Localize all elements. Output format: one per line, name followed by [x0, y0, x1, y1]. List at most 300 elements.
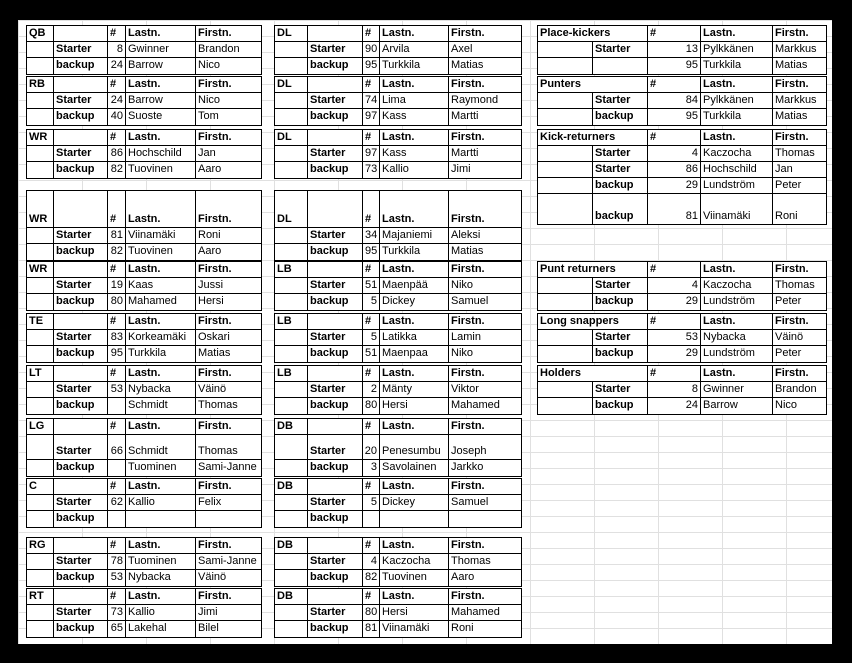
header-lastname: Lastn. [379, 262, 448, 277]
position-header-row [275, 26, 521, 42]
player-row [27, 511, 261, 527]
role-label: backup [592, 194, 647, 224]
header-firstname: Firstn. [195, 262, 263, 277]
header-firstname: Firstn. [195, 479, 263, 494]
player-firstname: Nico [195, 93, 263, 108]
player-lastname: Majaniemi [379, 228, 448, 243]
position-label: LG [29, 420, 45, 432]
player-firstname: Martti [448, 109, 523, 125]
player-number: 29 [647, 346, 700, 362]
player-firstname: Samuel [448, 495, 523, 510]
header-number: # [362, 77, 379, 92]
player-lastname: Turkkila [379, 244, 448, 260]
player-number [107, 460, 125, 476]
player-firstname: Jarkko [448, 460, 523, 476]
header-number: # [107, 77, 125, 92]
player-row [27, 554, 261, 570]
position-label: DB [277, 480, 293, 492]
player-row [27, 278, 261, 294]
row-spacer [27, 162, 53, 178]
row-spacer [538, 162, 592, 177]
row-spacer [275, 382, 307, 397]
role-label: Starter [53, 554, 107, 569]
role-label: Starter [53, 278, 107, 293]
position-label: DB [277, 420, 293, 432]
header-firstname: Firstn. [772, 130, 828, 145]
position-header-row [275, 130, 521, 146]
role-label: Starter [307, 382, 362, 397]
player-firstname: Nico [772, 398, 828, 414]
player-number: 4 [647, 278, 700, 293]
header-spacer [307, 191, 362, 227]
player-lastname: Turkkila [379, 58, 448, 74]
position-block [26, 418, 262, 477]
role-label: Starter [53, 93, 107, 108]
player-number: 24 [647, 398, 700, 414]
header-lastname: Lastn. [700, 26, 772, 41]
row-spacer [538, 346, 592, 362]
player-lastname: Maenpää [379, 278, 448, 293]
player-number: 95 [647, 58, 700, 74]
header-firstname: Firstn. [448, 538, 523, 553]
player-number: 97 [362, 146, 379, 161]
row-spacer [27, 382, 53, 397]
position-label: Long snappers [540, 315, 619, 327]
player-firstname: Felix [195, 495, 263, 510]
player-row [275, 382, 521, 398]
player-lastname: Kallio [125, 605, 195, 620]
position-header-row [538, 314, 826, 330]
role-label: Starter [307, 554, 362, 569]
player-firstname: Väinö [195, 570, 263, 586]
player-row [275, 93, 521, 109]
row-spacer [538, 382, 592, 397]
player-lastname: Lakehal [125, 621, 195, 637]
row-spacer [27, 244, 53, 260]
role-label: backup [53, 58, 107, 74]
player-lastname: Penesumbu [379, 435, 448, 459]
header-spacer [53, 191, 107, 227]
player-firstname: Markkus [772, 93, 828, 108]
player-lastname: Kaczocha [700, 146, 772, 161]
position-block [537, 365, 827, 415]
row-spacer [275, 93, 307, 108]
player-number [362, 511, 379, 527]
position-block [274, 190, 522, 261]
player-number: 40 [107, 109, 125, 125]
player-number: 78 [107, 554, 125, 569]
position-header-row [27, 314, 261, 330]
header-lastname: Lastn. [125, 262, 195, 277]
player-firstname: Hersi [195, 294, 263, 310]
header-firstname: Firstn. [448, 419, 523, 434]
player-firstname: Matias [195, 346, 263, 362]
player-firstname: Mahamed [448, 605, 523, 620]
role-label: Starter [53, 228, 107, 243]
player-row [538, 398, 826, 414]
header-lastname: Lastn. [379, 191, 448, 227]
position-block [274, 129, 522, 179]
player-row [275, 435, 521, 460]
row-spacer [538, 294, 592, 310]
player-row [27, 346, 261, 362]
position-block [26, 365, 262, 415]
position-label: DB [277, 590, 293, 602]
position-header-row [27, 538, 261, 554]
header-firstname: Firstn. [195, 366, 263, 381]
player-lastname [379, 511, 448, 527]
player-firstname: Lamin [448, 330, 523, 345]
player-firstname: Thomas [195, 435, 263, 459]
role-label: Starter [53, 382, 107, 397]
player-row [538, 146, 826, 162]
role-label: backup [307, 244, 362, 260]
player-row [538, 93, 826, 109]
header-number: # [362, 130, 379, 145]
header-lastname: Lastn. [700, 130, 772, 145]
position-header-row [275, 77, 521, 93]
player-number: 73 [362, 162, 379, 178]
row-spacer [27, 511, 53, 527]
player-firstname: Nico [195, 58, 263, 74]
position-block [274, 365, 522, 415]
position-label: RB [29, 78, 45, 90]
player-row [538, 294, 826, 310]
player-row [538, 42, 826, 58]
player-lastname: Nybacka [700, 330, 772, 345]
header-firstname: Firstn. [448, 479, 523, 494]
position-label: WR [29, 263, 48, 275]
row-spacer [27, 460, 53, 476]
role-label: Starter [307, 435, 362, 459]
row-spacer [538, 398, 592, 414]
row-spacer [275, 398, 307, 414]
header-firstname: Firstn. [195, 589, 263, 604]
player-firstname: Aaro [195, 244, 263, 260]
header-spacer [53, 479, 107, 494]
player-number: 20 [362, 435, 379, 459]
position-header-row [275, 366, 521, 382]
position-label: QB [29, 27, 46, 39]
player-row [538, 346, 826, 362]
header-lastname: Lastn. [379, 366, 448, 381]
header-number: # [362, 314, 379, 329]
player-number: 83 [107, 330, 125, 345]
header-spacer [307, 26, 362, 41]
position-block [537, 25, 827, 75]
position-header-row [275, 479, 521, 495]
player-row [275, 554, 521, 570]
header-spacer [53, 314, 107, 329]
player-number: 51 [362, 346, 379, 362]
position-block [26, 25, 262, 75]
player-number: 81 [362, 621, 379, 637]
player-row [275, 294, 521, 310]
player-firstname: Sami-Janne [195, 460, 263, 476]
player-firstname: Sami-Janne [195, 554, 263, 569]
role-label: backup [53, 570, 107, 586]
player-number: 82 [107, 162, 125, 178]
row-spacer [27, 346, 53, 362]
player-number: 90 [362, 42, 379, 57]
player-row [538, 58, 826, 74]
player-number [107, 511, 125, 527]
header-lastname: Lastn. [700, 262, 772, 277]
row-spacer [275, 554, 307, 569]
row-spacer [27, 278, 53, 293]
header-spacer [53, 366, 107, 381]
position-label: Kick-returners [540, 131, 616, 143]
player-lastname: Korkeamäki [125, 330, 195, 345]
header-lastname: Lastn. [379, 419, 448, 434]
position-block [26, 76, 262, 126]
header-number: # [107, 366, 125, 381]
player-firstname: Matias [772, 58, 828, 74]
player-lastname: Kallio [379, 162, 448, 178]
header-number: # [107, 262, 125, 277]
player-firstname: Peter [772, 346, 828, 362]
header-firstname: Firstn. [195, 130, 263, 145]
header-firstname: Firstn. [448, 130, 523, 145]
player-row [275, 495, 521, 511]
player-firstname: Thomas [448, 554, 523, 569]
player-lastname: Arvila [379, 42, 448, 57]
player-number: 5 [362, 294, 379, 310]
header-spacer [53, 419, 107, 434]
position-block [537, 261, 827, 311]
role-label: backup [592, 398, 647, 414]
position-block [26, 261, 262, 311]
player-row [27, 244, 261, 260]
player-number: 53 [647, 330, 700, 345]
position-label: Punt returners [540, 263, 616, 275]
header-spacer [307, 314, 362, 329]
player-lastname: Hochschild [700, 162, 772, 177]
player-number: 86 [107, 146, 125, 161]
row-spacer [27, 398, 53, 414]
row-spacer [275, 346, 307, 362]
header-lastname: Lastn. [125, 419, 195, 434]
player-number [107, 398, 125, 414]
player-firstname: Jussi [195, 278, 263, 293]
header-spacer [53, 589, 107, 604]
row-spacer [27, 621, 53, 637]
player-number: 19 [107, 278, 125, 293]
header-firstname: Firstn. [448, 366, 523, 381]
position-label: DL [277, 78, 292, 90]
player-number: 13 [647, 42, 700, 57]
player-lastname: Turkkila [700, 109, 772, 125]
player-lastname: Viinamäki [379, 621, 448, 637]
position-header-row [27, 262, 261, 278]
player-firstname: Aleksi [448, 228, 523, 243]
player-number: 81 [107, 228, 125, 243]
player-row [27, 294, 261, 310]
player-firstname: Tom [195, 109, 263, 125]
player-row [27, 58, 261, 74]
header-number: # [647, 130, 700, 145]
role-label: backup [307, 570, 362, 586]
player-lastname: Tuominen [125, 554, 195, 569]
row-spacer [275, 605, 307, 620]
player-firstname: Matias [448, 58, 523, 74]
row-spacer [27, 228, 53, 243]
header-spacer [307, 262, 362, 277]
header-lastname: Lastn. [125, 77, 195, 92]
position-header-row [275, 262, 521, 278]
header-lastname: Lastn. [379, 77, 448, 92]
position-block [26, 313, 262, 363]
position-label: DL [277, 27, 292, 39]
role-label: backup [592, 109, 647, 125]
role-label: Starter [53, 495, 107, 510]
player-firstname: Jimi [195, 605, 263, 620]
role-label: backup [307, 58, 362, 74]
header-number: # [362, 479, 379, 494]
player-firstname: Markkus [772, 42, 828, 57]
player-lastname: Suoste [125, 109, 195, 125]
role-label: Starter [307, 605, 362, 620]
player-number: 66 [107, 435, 125, 459]
position-block [26, 129, 262, 179]
header-number: # [647, 262, 700, 277]
header-lastname: Lastn. [125, 26, 195, 41]
role-label: backup [53, 621, 107, 637]
player-row [27, 42, 261, 58]
player-row [275, 460, 521, 476]
player-firstname: Roni [195, 228, 263, 243]
row-spacer [27, 495, 53, 510]
row-spacer [275, 278, 307, 293]
role-label: backup [307, 294, 362, 310]
position-header-row [538, 366, 826, 382]
position-header-row [538, 130, 826, 146]
header-spacer [53, 262, 107, 277]
position-label: WR [29, 213, 48, 225]
player-firstname: Aaro [448, 570, 523, 586]
role-label: backup [307, 621, 362, 637]
position-block [537, 129, 827, 225]
player-lastname: Viinamäki [125, 228, 195, 243]
header-number: # [107, 538, 125, 553]
header-firstname: Firstn. [195, 26, 263, 41]
header-number: # [647, 77, 700, 92]
role-label: Starter [592, 162, 647, 177]
row-spacer [27, 93, 53, 108]
role-label: Starter [592, 93, 647, 108]
position-block [26, 588, 262, 638]
player-lastname: Gwinner [700, 382, 772, 397]
row-spacer [275, 460, 307, 476]
header-firstname: Firstn. [448, 262, 523, 277]
role-label: backup [307, 511, 362, 527]
header-lastname: Lastn. [700, 314, 772, 329]
role-label: Starter [307, 278, 362, 293]
role-label: backup [53, 109, 107, 125]
header-number: # [362, 366, 379, 381]
position-label: RT [29, 590, 44, 602]
player-row [275, 278, 521, 294]
row-spacer [27, 554, 53, 569]
position-header-row [27, 26, 261, 42]
role-label: backup [592, 294, 647, 310]
player-firstname: Oskari [195, 330, 263, 345]
position-label: WR [29, 131, 48, 143]
position-block [274, 588, 522, 638]
player-row [275, 228, 521, 244]
position-header-row [27, 366, 261, 382]
role-label: Starter [307, 330, 362, 345]
player-lastname: Dickey [379, 495, 448, 510]
player-lastname: Tuominen [125, 460, 195, 476]
row-spacer [275, 42, 307, 57]
player-number: 24 [107, 93, 125, 108]
player-number: 74 [362, 93, 379, 108]
player-row [275, 162, 521, 178]
header-number: # [362, 26, 379, 41]
header-lastname: Lastn. [125, 589, 195, 604]
row-spacer [538, 146, 592, 161]
position-label: DL [277, 131, 292, 143]
row-spacer [27, 42, 53, 57]
player-row [27, 162, 261, 178]
player-firstname: Väinö [772, 330, 828, 345]
player-number: 24 [107, 58, 125, 74]
row-spacer [275, 109, 307, 125]
player-firstname: Jan [195, 146, 263, 161]
role-label: backup [53, 460, 107, 476]
player-row [538, 109, 826, 125]
header-spacer [53, 538, 107, 553]
role-label: Starter [307, 93, 362, 108]
position-block [274, 418, 522, 477]
depth-chart-sheet [18, 20, 832, 644]
row-spacer [275, 330, 307, 345]
player-firstname: Mahamed [448, 398, 523, 414]
role-label: Starter [307, 495, 362, 510]
position-header-row [27, 589, 261, 605]
player-lastname: Kaas [125, 278, 195, 293]
player-number: 80 [362, 605, 379, 620]
row-spacer [538, 58, 592, 74]
position-header-row [275, 419, 521, 435]
player-firstname [448, 511, 523, 527]
row-spacer [275, 621, 307, 637]
player-number: 53 [107, 382, 125, 397]
position-block [274, 313, 522, 363]
header-spacer [53, 130, 107, 145]
header-number: # [107, 130, 125, 145]
header-number: # [362, 191, 379, 227]
player-lastname: Barrow [700, 398, 772, 414]
player-row [27, 435, 261, 460]
player-firstname: Thomas [772, 146, 828, 161]
role-label: Starter [592, 146, 647, 161]
player-row [27, 621, 261, 637]
position-label: DL [277, 213, 292, 225]
player-firstname: Raymond [448, 93, 523, 108]
player-row [275, 330, 521, 346]
position-label: Punters [540, 78, 581, 90]
position-label: Place-kickers [540, 27, 611, 39]
row-spacer [275, 146, 307, 161]
row-spacer [538, 330, 592, 345]
player-number: 95 [362, 58, 379, 74]
position-header-row [27, 77, 261, 93]
player-lastname: Tuovinen [379, 570, 448, 586]
role-label: backup [307, 398, 362, 414]
player-firstname: Niko [448, 346, 523, 362]
